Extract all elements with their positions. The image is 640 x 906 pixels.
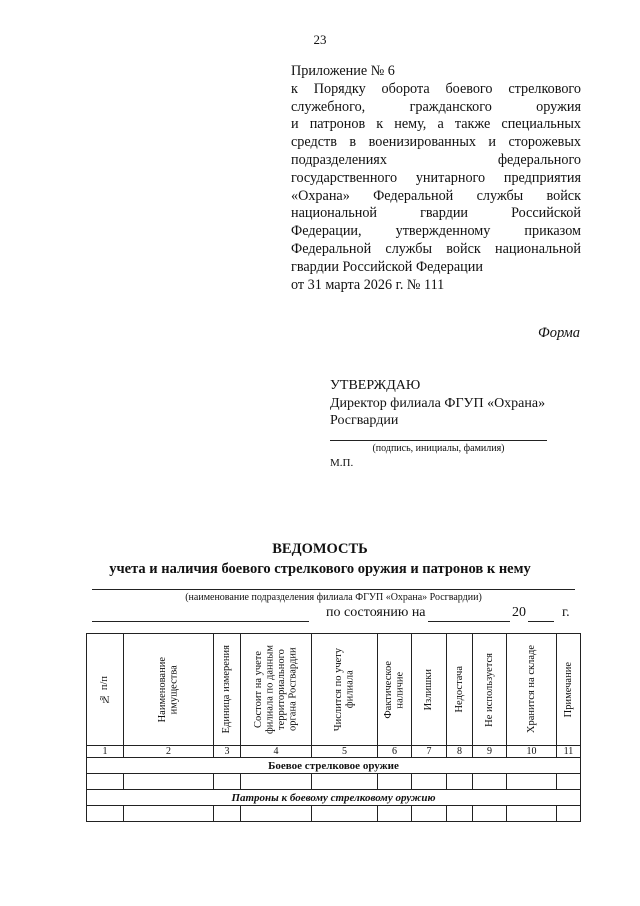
appendix-line: государственного унитарного предприятия: [291, 169, 581, 186]
column-number: 2: [124, 746, 214, 758]
table-header-cell: [87, 634, 124, 746]
table-row: [87, 806, 581, 822]
blank-line: [92, 621, 309, 622]
table-cell[interactable]: [87, 774, 124, 790]
column-number: 8: [447, 746, 473, 758]
year-suffix: г.: [562, 605, 570, 620]
section-row: [87, 790, 581, 806]
appendix-line: Федерации, утвержденному приказом: [291, 223, 581, 240]
appendix-line: подразделениях федерального: [291, 151, 581, 168]
column-number: 4: [241, 746, 312, 758]
section-title-weapons: Боевое стрелковое оружие: [87, 758, 581, 774]
year-prefix: 20: [512, 605, 526, 620]
table-cell[interactable]: [507, 774, 557, 790]
table-row: [87, 774, 581, 790]
table-cell[interactable]: [124, 806, 214, 822]
approval-block: [330, 377, 545, 430]
table-cell[interactable]: [447, 806, 473, 822]
year-blank-line: [528, 621, 554, 622]
table-header-cell: [412, 634, 447, 746]
table-cell[interactable]: [214, 806, 241, 822]
header-text: Недостача: [453, 666, 465, 713]
table-header-cell: [241, 634, 312, 746]
appendix-order-date: от 31 марта 2026 г. № 111: [291, 276, 445, 293]
table-cell[interactable]: [473, 806, 507, 822]
as-of-label: по состоянию на: [326, 605, 426, 620]
table-cell[interactable]: [412, 774, 447, 790]
table-cell[interactable]: [312, 806, 378, 822]
appendix-reference: [291, 63, 581, 294]
header-text: Единица измерения: [221, 645, 233, 734]
header-text: Хранится на складе: [525, 645, 537, 734]
table-cell[interactable]: [241, 806, 312, 822]
document-title: ВЕДОМОСТЬ: [272, 541, 368, 557]
signature-line: [330, 440, 547, 441]
table-cell[interactable]: [214, 774, 241, 790]
appendix-line: национальной гвардии Российской: [291, 205, 581, 222]
table-cell[interactable]: [124, 774, 214, 790]
form-label: Форма: [538, 325, 580, 341]
appendix-line: Федеральной службы войск национальной: [291, 240, 581, 257]
appendix-line: средств в военизированных и сторожевых: [291, 134, 581, 151]
column-number: 5: [312, 746, 378, 758]
column-number: 1: [87, 746, 124, 758]
signature-caption: (подпись, инициалы, фамилия): [372, 443, 505, 454]
table-cell[interactable]: [557, 806, 581, 822]
page-number: 23: [313, 32, 327, 47]
table-cell[interactable]: [378, 806, 412, 822]
section-row: [87, 758, 581, 774]
header-text: Фактическое наличие: [383, 660, 406, 719]
column-number-row: [87, 746, 581, 758]
header-text: № п/п: [99, 675, 111, 704]
column-number: 9: [473, 746, 507, 758]
table-header-cell: [447, 634, 473, 746]
column-number: 10: [507, 746, 557, 758]
header-text: Примечание: [562, 661, 574, 718]
approval-position-cont: Росгвардии: [330, 413, 399, 428]
appendix-line: гвардии Российской Федерации: [291, 258, 483, 275]
date-blank-line: [428, 621, 510, 622]
table-header-cell: [507, 634, 557, 746]
unit-name-line: [92, 589, 575, 590]
table-cell[interactable]: [87, 806, 124, 822]
table-cell[interactable]: [312, 774, 378, 790]
table-cell[interactable]: [473, 774, 507, 790]
table-cell[interactable]: [447, 774, 473, 790]
unit-name-caption: (наименование подразделения филиала ФГУП «Охрана» Росгвардии): [185, 592, 482, 603]
table-cell[interactable]: [412, 806, 447, 822]
header-text: Состоит на учете филиала по данным территориального органа Росгвардии: [253, 645, 299, 734]
header-text: Излишки: [423, 668, 435, 711]
appendix-line: «Охрана» Федеральной службы войск: [291, 187, 581, 204]
approval-title: УТВЕРЖДАЮ: [330, 378, 421, 393]
approval-position: Директор филиала ФГУП «Охрана»: [330, 395, 546, 411]
header-text: Наименование имущества: [157, 656, 180, 723]
table-header-row: [87, 634, 581, 746]
section-title-cartridges: Патроны к боевому стрелковому оружию: [87, 790, 581, 806]
document-subtitle: учета и наличия боевого стрелкового оружия и патронов к нему: [109, 561, 531, 577]
column-number: 3: [214, 746, 241, 758]
table-header-cell: [557, 634, 581, 746]
column-number: 6: [378, 746, 412, 758]
table-header-cell: [124, 634, 214, 746]
appendix-line: к Порядку оборота боевого стрелкового: [291, 80, 581, 97]
stamp-mark: М.П.: [330, 457, 354, 469]
header-text: Не используется: [483, 652, 495, 727]
table-header-cell: [312, 634, 378, 746]
table-cell[interactable]: [378, 774, 412, 790]
table-header-cell: [473, 634, 507, 746]
table-header-cell: [214, 634, 241, 746]
table-cell[interactable]: [507, 806, 557, 822]
header-text: Числится по учету филиала: [333, 647, 356, 732]
column-number: 7: [412, 746, 447, 758]
inventory-table: [86, 633, 581, 822]
column-number: 11: [557, 746, 581, 758]
appendix-line: Приложение № 6: [291, 63, 395, 79]
table-cell[interactable]: [241, 774, 312, 790]
table-cell[interactable]: [557, 774, 581, 790]
appendix-line: и патронов к нему, а также специальных: [291, 116, 581, 133]
table-header-cell: [378, 634, 412, 746]
appendix-line: служебного, гражданского оружия: [291, 98, 581, 115]
